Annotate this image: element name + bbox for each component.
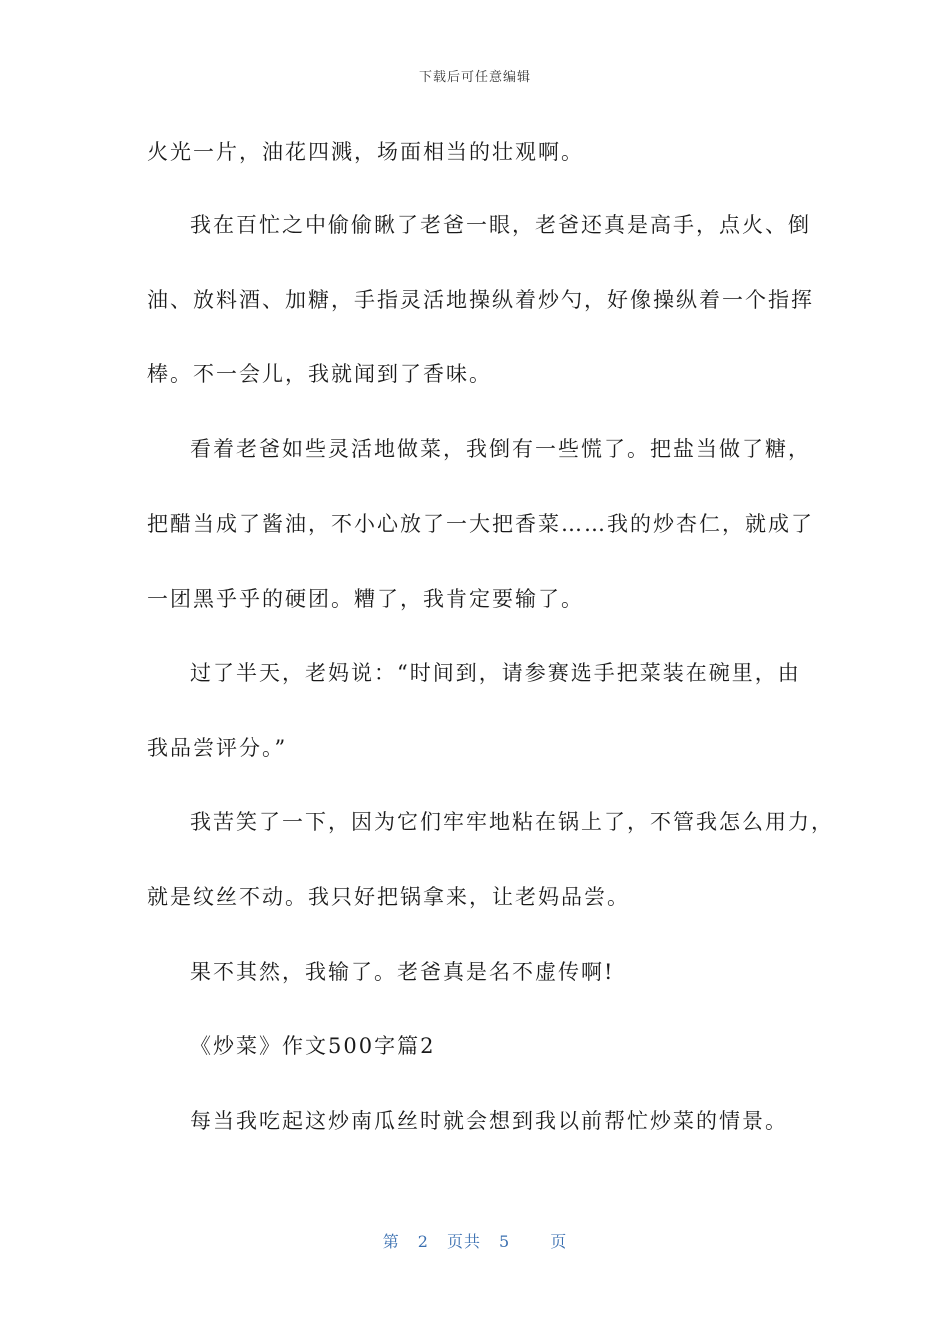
text-line: 棒。不一会儿，我就闻到了香味。 [147,362,492,386]
text-line: 每当我吃起这炒南瓜丝时就会想到我以前帮忙炒菜的情景。 [190,1109,788,1133]
footer-total-pages: 5 [499,1232,511,1251]
text-line: 把醋当成了酱油，不小心放了一大把香菜……我的炒杏仁，就成了 [147,512,814,536]
footer-middle: 页共 [446,1232,481,1251]
text-line: 油、放料酒、加糖，手指灵活地操纵着炒勺，好像操纵着一个指挥 [147,288,814,312]
text-line: 火光一片，油花四溅，场面相当的壮观啊。 [147,140,584,164]
footer-page-number: 2 [417,1232,429,1251]
text-line: 一团黑乎乎的硬团。糟了，我肯定要输了。 [147,587,584,611]
text-line: 我苦笑了一下，因为它们牢牢地粘在锅上了，不管我怎么用力， [190,810,834,834]
text-line: 就是纹丝不动。我只好把锅拿来，让老妈品尝。 [147,885,630,909]
footer-prefix: 第 [382,1232,400,1251]
text-line: 我在百忙之中偷偷瞅了老爸一眼，老爸还真是高手，点火、倒 [190,213,811,237]
text-line: 我品尝评分。” [147,736,288,760]
text-line: 果不其然，我输了。老爸真是名不虚传啊! [190,960,615,984]
page-footer [0,1229,950,1252]
section-heading: 《炒菜》作文500字篇2 [190,1034,436,1058]
page-header: 下载后可任意编辑 [418,70,531,85]
footer-suffix: 页 [550,1232,568,1251]
text-line: 看着老爸如些灵活地做菜，我倒有一些慌了。把盐当做了糖， [190,437,811,461]
text-line: 过了半天，老妈说：“时间到，请参赛选手把菜装在碗里，由 [190,661,801,685]
